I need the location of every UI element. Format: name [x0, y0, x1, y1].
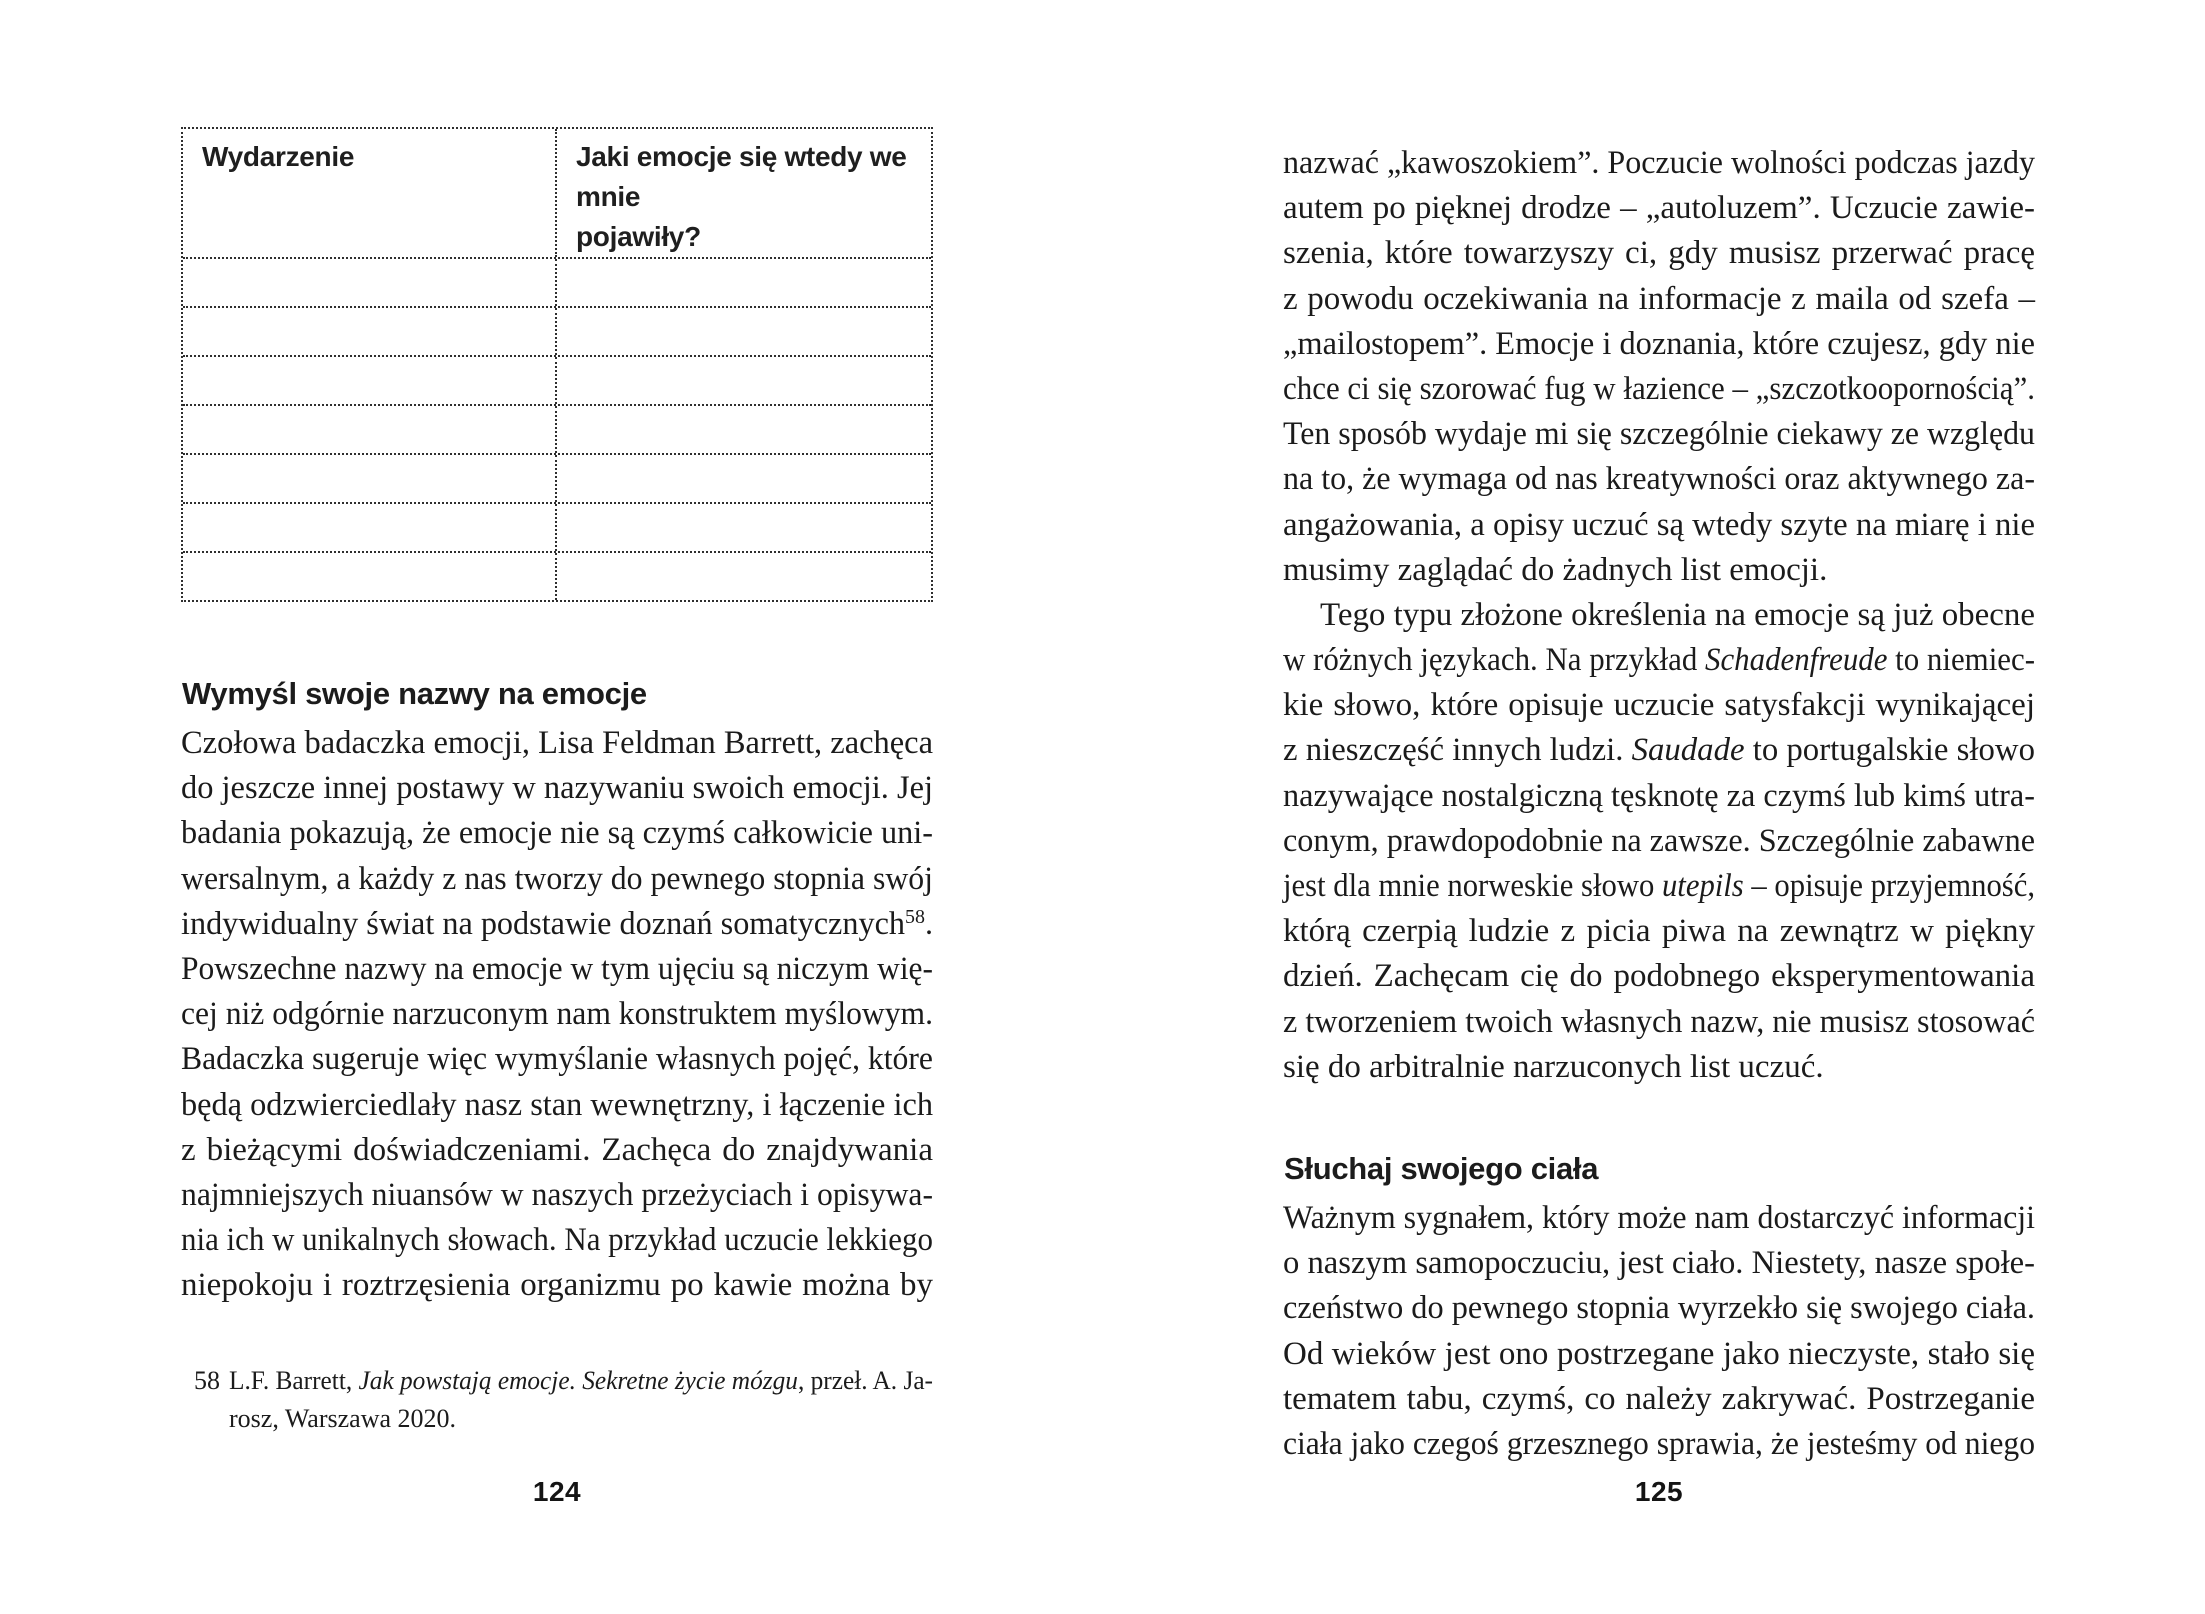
- text-line: [1283, 819, 2035, 864]
- text-segment: na to, że wymaga od nas kreatywności oraz aktywnego za-: [1283, 461, 2035, 498]
- text-line: [1283, 367, 2035, 412]
- text-segment: będą odzwierciedlały nasz stan wewnętrzny, i łączenie ich: [181, 1086, 933, 1123]
- emotions-worksheet-table: [181, 127, 933, 602]
- text-segment: Jak powstają emocje. Sekretne życie mózgu: [358, 1366, 798, 1395]
- text-line: [1283, 1045, 2035, 1090]
- body-text-right-top: [1283, 141, 2035, 1090]
- text-line: [181, 811, 933, 856]
- text-segment: z bieżącymi doświadczeniami. Zachęca do znajdywania: [181, 1131, 933, 1168]
- body-text-left: [181, 721, 933, 1308]
- text-segment: to portugalskie słowo: [1744, 732, 2035, 769]
- table-cell-empty: [183, 259, 557, 306]
- text-segment: szenia, które towarzyszy ci, gdy musisz przerwać pracę: [1283, 235, 2035, 272]
- table-cell-empty: [557, 504, 931, 551]
- text-segment: z tworzeniem twoich własnych nazw, nie musisz stosować: [1283, 1003, 2035, 1040]
- page-number-left: 124: [532, 1476, 582, 1507]
- text-line: [1283, 1332, 2035, 1377]
- text-segment: Ważnym sygnałem, który może nam dostarczyć informacji: [1283, 1200, 2035, 1236]
- text-line: [1283, 548, 2035, 593]
- text-line: [1283, 638, 2035, 683]
- table-cell-empty: [557, 406, 931, 453]
- text-segment: utepils: [1661, 868, 1744, 904]
- page-number-right: 125: [1634, 1476, 1684, 1507]
- text-line: [229, 1400, 933, 1438]
- text-segment: najmniejszych niuansów w naszych przeżyciach i opisywa-: [181, 1176, 933, 1213]
- text-segment: wersalnym, a każdy z nas tworzy do pewnego stopnia swój: [181, 860, 933, 897]
- table-row-empty: [183, 357, 931, 406]
- table-header-text: Jaki emocje się wtedy we mnie: [576, 141, 907, 212]
- footnote: [181, 1362, 933, 1438]
- text-segment: Tego typu złożone określenia na emocje są już obecne: [1320, 596, 2035, 633]
- text-line: [1283, 503, 2035, 548]
- table-cell-empty: [183, 406, 557, 453]
- text-line: [181, 857, 933, 902]
- table-row-empty: [183, 308, 931, 357]
- text-segment: niepokoju i roztrzęsienia organizmu po kawie można by: [181, 1267, 933, 1304]
- table-header-text: Wydarzenie: [202, 141, 355, 172]
- text-line: [181, 1173, 933, 1218]
- text-segment: nazywające nostalgiczną tęsknotę za czymś lub kimś utra-: [1283, 777, 2035, 814]
- text-segment: dzień. Zachęcam cię do podobnego eksperymentowania: [1283, 958, 2035, 995]
- text-segment: L.F. Barrett,: [229, 1366, 359, 1395]
- table-row-empty: [183, 259, 931, 308]
- text-segment: indywidualny świat na podstawie doznań somatycznych: [181, 905, 905, 942]
- table-cell-empty: [557, 357, 931, 404]
- text-line: [181, 766, 933, 811]
- text-line: [1283, 593, 2035, 638]
- table-row-empty: [183, 406, 931, 455]
- text-segment: Ten sposób wydaje mi się szczególnie ciekawy ze względu: [1283, 416, 2035, 453]
- text-line: [181, 1037, 933, 1082]
- text-segment: to niemiec-: [1887, 642, 2035, 679]
- text-line: [1283, 457, 2035, 502]
- table-cell-empty: [183, 504, 557, 551]
- text-line: [1283, 728, 2035, 773]
- text-segment: się do arbitralnie narzuconych list uczuć.: [1283, 1048, 1824, 1085]
- text-segment: angażowania, a opisy uczuć są wtedy szyte na miarę i nie: [1283, 506, 2035, 543]
- table-cell-empty: [183, 308, 557, 355]
- text-segment: o naszym samopoczuciu, jest ciało. Niestety, nasze społe-: [1283, 1245, 2035, 1282]
- text-line: [181, 1083, 933, 1128]
- table-cell-empty: [183, 357, 557, 404]
- text-segment: autem po pięknej drodze – „autoluzem”. Uczucie zawie-: [1283, 190, 2035, 227]
- text-line: [1283, 412, 2035, 457]
- text-segment: nia ich w unikalnych słowach. Na przykład uczucie lekkiego: [181, 1222, 933, 1259]
- text-segment: ciała jako czegoś grzesznego sprawia, że jesteśmy od niego: [1283, 1425, 2035, 1462]
- text-line: [181, 1263, 933, 1308]
- text-segment: musimy zaglądać do żadnych list emocji.: [1283, 551, 1828, 588]
- text-line: [1283, 1377, 2035, 1422]
- footnote-text: [229, 1362, 933, 1438]
- text-segment: Badaczka sugeruje więc wymyślanie własnych pojęć, które: [181, 1041, 933, 1078]
- text-segment: nazwać „kawoszokiem”. Poczucie wolności podczas jazdy: [1283, 145, 2035, 181]
- text-line: [181, 721, 933, 766]
- text-segment: jest dla mnie norweskie słowo: [1283, 868, 1662, 904]
- text-line: [1283, 231, 2035, 276]
- text-line: [1283, 774, 2035, 819]
- table-row-empty: [183, 553, 931, 600]
- section-heading-left: Wymyśl swoje nazwy na emocje: [182, 676, 647, 711]
- text-segment: kie słowo, które opisuje uczucie satysfakcji wynikającej: [1283, 687, 2035, 724]
- text-line: [1283, 1286, 2035, 1331]
- text-segment: w różnych językach. Na przykład: [1283, 642, 1706, 679]
- text-line: [1283, 1422, 2035, 1467]
- table-cell-empty: [183, 553, 557, 600]
- text-line: [1283, 1196, 2035, 1241]
- text-line: [1283, 909, 2035, 954]
- footnote-number: 58: [194, 1366, 220, 1395]
- text-segment: tematem tabu, czymś, co należy zakrywać. Postrzeganie: [1283, 1380, 2035, 1417]
- text-line: [181, 1128, 933, 1173]
- table-row-empty: [183, 504, 931, 553]
- text-line: [1283, 141, 2035, 186]
- text-segment: chce ci się szorować fug w łazience – „szczotkoopornością”.: [1283, 370, 2035, 407]
- table-header-cell: [557, 129, 931, 257]
- table-cell-empty: [557, 455, 931, 502]
- text-segment: czeństwo do pewnego stopnia wyrzekło się swojego ciała.: [1283, 1290, 2035, 1327]
- text-line: [1283, 683, 2035, 728]
- table-cell-empty: [557, 308, 931, 355]
- text-segment: Schadenfreude: [1705, 642, 1888, 679]
- text-line: [1283, 1241, 2035, 1286]
- table-cell-empty: [557, 259, 931, 306]
- text-line: [181, 947, 933, 992]
- body-text-right-bottom: [1283, 1196, 2035, 1467]
- text-segment: conym, prawdopodobnie na zawsze. Szczególnie zabawne: [1283, 822, 2035, 859]
- text-segment: – opisuje przyjemność,: [1743, 868, 2035, 904]
- text-segment: z powodu oczekiwania na informacje z maila od szefa –: [1283, 280, 2035, 317]
- text-line: [1283, 186, 2035, 231]
- text-segment: cej niż odgórnie narzuconym nam konstruktem myślowym.: [181, 996, 933, 1033]
- table-header-row: [183, 129, 931, 259]
- table-row-empty: [183, 455, 931, 504]
- section-heading-right: Słuchaj swojego ciała: [1284, 1151, 1599, 1186]
- text-line: [181, 1218, 933, 1263]
- text-segment: Od wieków jest ono postrzegane jako nieczyste, stało się: [1283, 1335, 2035, 1372]
- text-line: [1283, 322, 2035, 367]
- table-header-cell: [183, 129, 557, 257]
- text-segment: „mailostopem”. Emocje i doznania, które czujesz, gdy nie: [1283, 325, 2035, 362]
- text-segment: , przeł. A. Ja-: [797, 1366, 933, 1395]
- table-cell-empty: [557, 553, 931, 600]
- table-cell-empty: [183, 455, 557, 502]
- text-segment: badania pokazują, że emocje nie są czymś całkowicie uni-: [181, 815, 933, 852]
- text-segment: rosz, Warszawa 2020.: [229, 1404, 457, 1433]
- text-segment: Saudade: [1631, 732, 1745, 769]
- text-segment: z nieszczęść innych ludzi.: [1283, 732, 1632, 769]
- text-segment: Powszechne nazwy na emocje w tym ujęciu są niczym wię-: [181, 950, 933, 987]
- text-segment: do jeszcze innej postawy w nazywaniu swoich emocji. Jej: [181, 770, 933, 807]
- text-segment: .: [924, 905, 933, 942]
- table-header-text: pojawiły?: [576, 221, 701, 252]
- text-line: [1283, 864, 2035, 909]
- text-line: [1283, 954, 2035, 999]
- text-line: [181, 992, 933, 1037]
- text-segment: Czołowa badaczka emocji, Lisa Feldman Barrett, zachęca: [181, 725, 933, 761]
- text-line: [229, 1362, 933, 1400]
- footnote-reference: 58: [904, 905, 925, 928]
- text-segment: którą czerpią ludzie z picia piwa na zewnątrz w piękny: [1283, 913, 2035, 950]
- text-line: [181, 902, 933, 947]
- text-line: [1283, 1000, 2035, 1045]
- text-line: [1283, 277, 2035, 322]
